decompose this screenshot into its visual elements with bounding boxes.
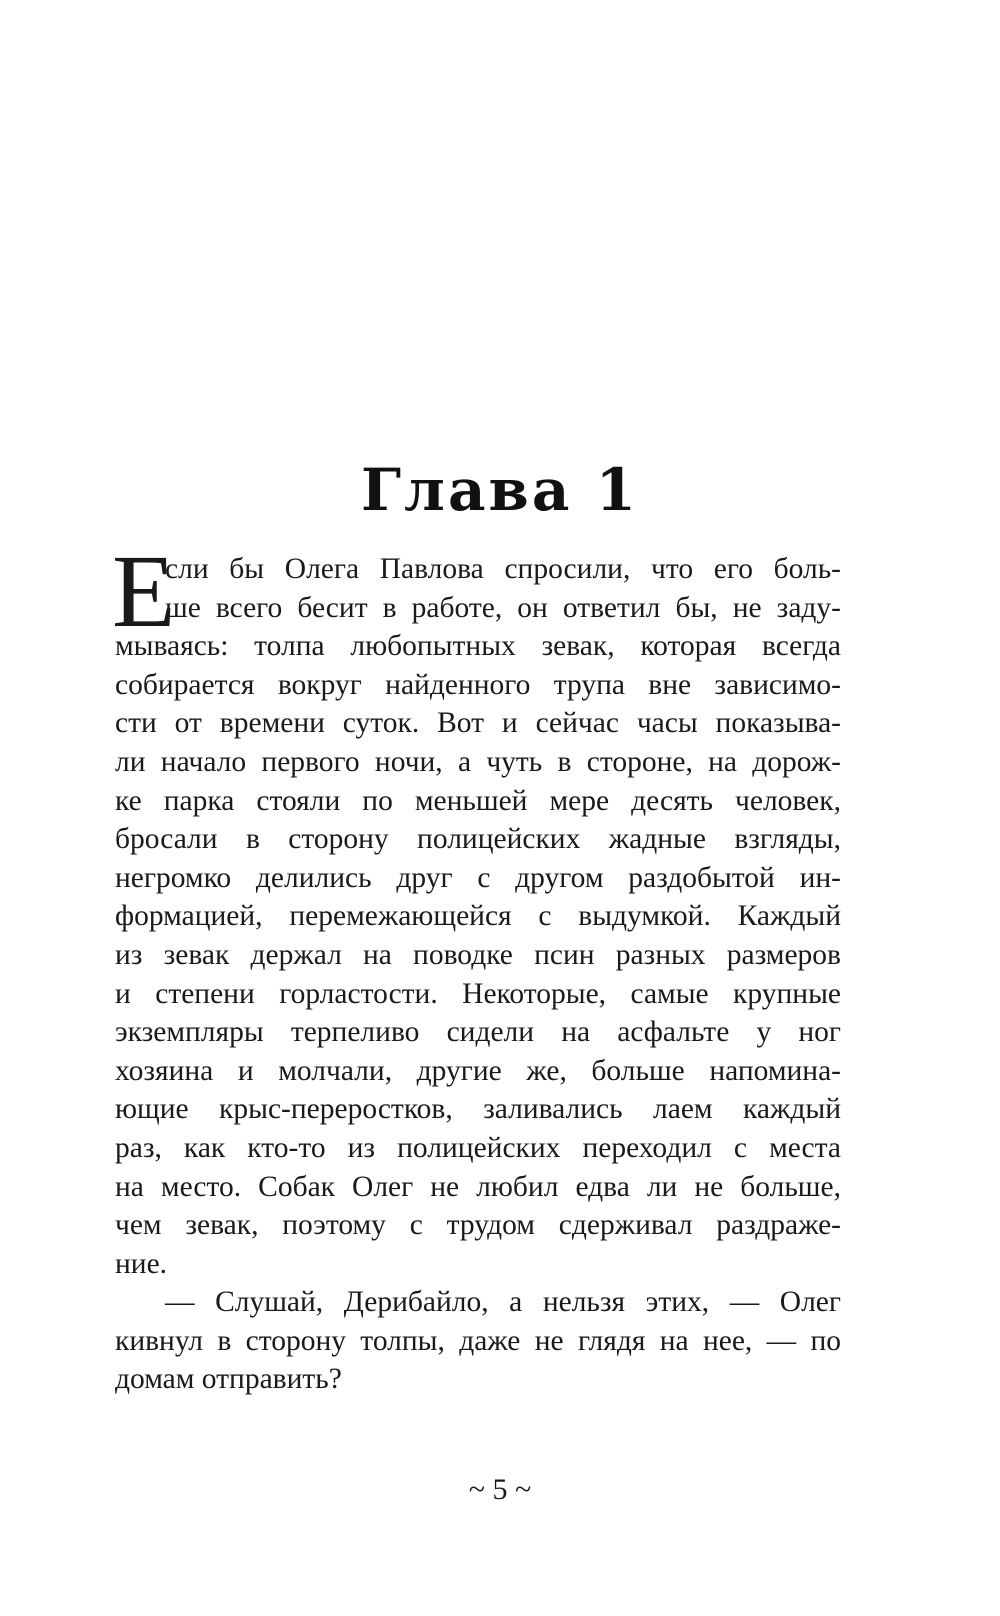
text-line: — Слушай, Дерибайло, а нельзя этих, — Олег xyxy=(165,1286,841,1319)
text-line: ющие крыс-переростков, заливались лаем каждый xyxy=(115,1093,841,1126)
page-number: ~ 5 ~ xyxy=(468,1473,532,1506)
body-text xyxy=(115,550,841,1399)
text-line: на место. Собак Олег не любил едва ли не больше, xyxy=(115,1170,841,1203)
text-line: формацией, перемежающейся с выдумкой. Каждый xyxy=(115,900,841,933)
text-line: ли начало первого ночи, а чуть в стороне, на дорож- xyxy=(115,745,841,778)
text-line: негромко делились друг с другом раздобытой ин- xyxy=(115,861,841,894)
text-line: кивнул в сторону толпы, даже не глядя на нее, — по xyxy=(115,1324,841,1357)
text-line: собирается вокруг найденного трупа вне зависимо- xyxy=(115,668,841,701)
text-line: домам отправить? xyxy=(115,1363,342,1396)
text-line: хозяина и молчали, другие же, больше напомина- xyxy=(115,1054,841,1087)
text-line: ке парка стояли по меньшей мере десять человек, xyxy=(115,784,841,817)
text-line: сли бы Олега Павлова спросили, что его боль- xyxy=(165,553,841,585)
text-line: чем зевак, поэтому с трудом сдерживал раздраже- xyxy=(115,1209,841,1242)
chapter-title: Глава 1 xyxy=(361,456,639,524)
text-line: экземпляры терпеливо сидели на асфальте у ног xyxy=(115,1016,841,1049)
drop-cap: Е xyxy=(112,534,176,649)
text-line: ние. xyxy=(115,1247,168,1280)
text-line: сти от времени суток. Вот и сейчас часы показыва- xyxy=(115,707,841,740)
text-line: бросали в сторону полицейских жадные взгляды, xyxy=(115,823,841,856)
text-line: ше всего бесит в работе, он ответил бы, не заду- xyxy=(165,591,841,624)
text-line: и степени горластости. Некоторые, самые крупные xyxy=(115,977,841,1010)
text-line: раз, как кто-то из полицейских переходил с места xyxy=(115,1131,841,1164)
text-line: из зевак держал на поводке псин разных размеров xyxy=(115,938,841,971)
text-line: мываясь: толпа любопытных зевак, которая всегда xyxy=(115,630,841,663)
